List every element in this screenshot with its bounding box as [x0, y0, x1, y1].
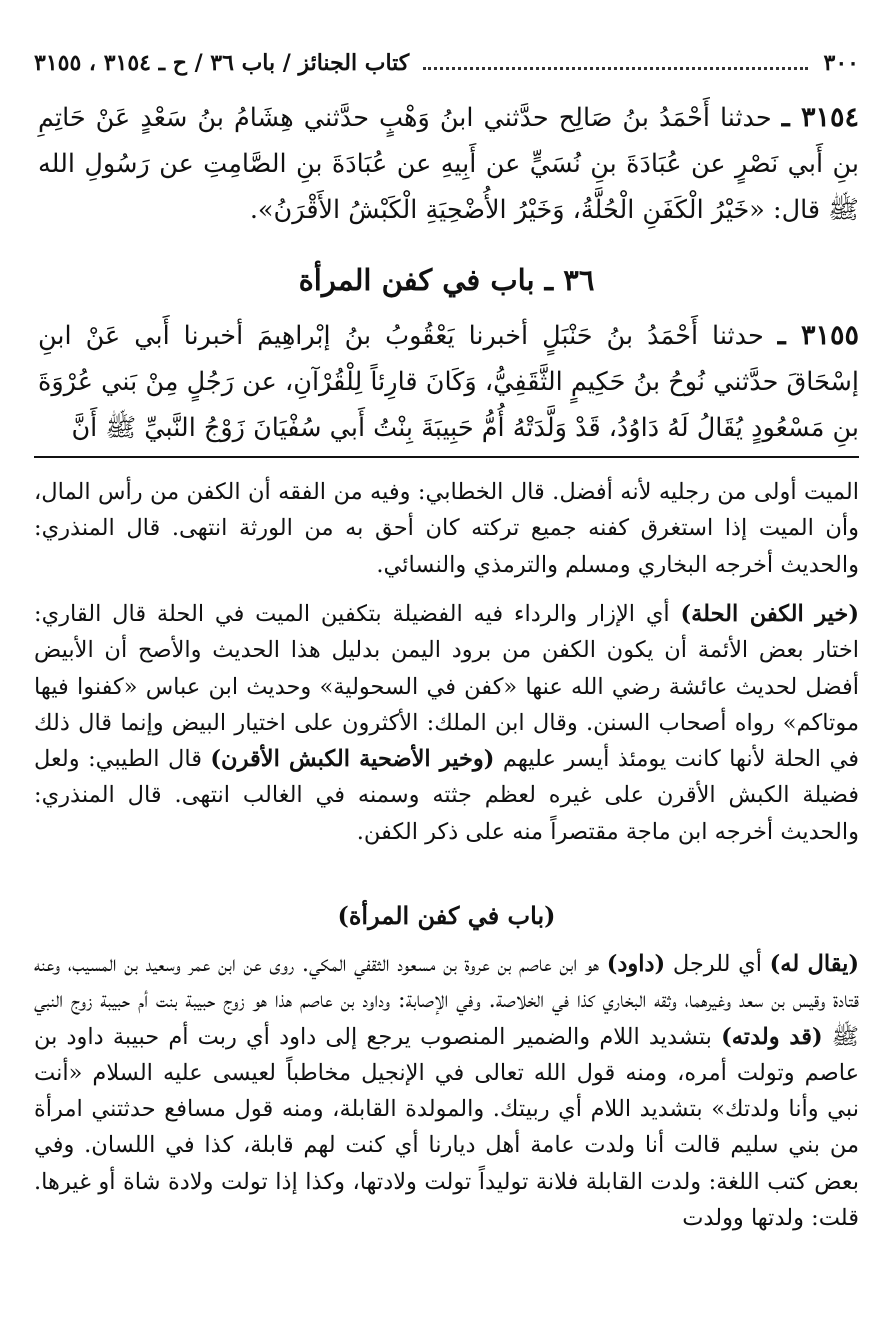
hadith-number: ٣١٥٤ ـ — [781, 102, 859, 133]
commentary-text: هو ابن عاصم بن عروة بن مسعود الثقفي المكي. روى عن ابن عمر وسعيد بن المسيب، وعنه قتادة وقيس بن سعد وغيرهما، وثقه البخاري كذا في الخلاصة. وفي الإصابة: وداود بن عاصم هذا هو زوج حبيبة بنت أم حبيبة زوج النبي ﷺ — [34, 951, 859, 1050]
hadith-3155 — [38, 313, 859, 451]
commentary-text: أي الإزار والرداء فيه الفضيلة بتكفين الميت في الحلة قال القاري: اختار بعض الأئمة أن يكون الكفن من برود اليمن بدليل هذا الحديث والأصح أن الأبيض أفضل لحديث عائشة رضي الله عنها «كفن في السحولية» وحديث ابن عباس «كفنوا فيها موتاكم» رواه أصحاب السنن. وقال ابن الملك: الأكثرون على اختيار البيض وإنما قال ذلك في الحلة لأنها كانت يومئذ أيسر عليهم — [34, 601, 859, 773]
commentary-lemma: (خير الكفن الحلة) — [680, 601, 859, 627]
commentary-text: أي للرجل — [665, 951, 770, 977]
hadith-text: حدثنا أَحْمَدُ بنُ صَالِح حدَّثني ابنُ وَهْبٍ حدَّثني هِشَامُ بنُ سَعْدٍ عَنْ حَاتِمِ بنِ أَبي نَصْرٍ عن عُبَادَةَ بنِ نُسَيٍّ عن أَبِيهِ عن عُبَادَةَ بنِ الصَّامِتِ عن رَسُولِ الله ﷺ قال: «خَيْرُ الْكَفَنِ الْحُلَّةُ، وَخَيْرُ الأُضْحِيَةِ الْكَبْشُ الأَقْرَنُ». — [38, 103, 859, 225]
commentary-lemma: (وخير الأضحية الكبش الأقرن) — [210, 746, 495, 773]
page-number: ٣٠٠ — [823, 50, 859, 76]
chapter-heading: ٣٦ ـ باب في كفن المرأة — [298, 263, 595, 297]
commentary-lemma: (قد ولدته) — [721, 1023, 823, 1050]
footnote-divider — [34, 456, 859, 458]
header-leader-dots — [423, 57, 807, 70]
commentary-text: قال الطيبي: ولعل فضيلة الكبش الأقرن على غيره لعظم جثته وسمنه في الغالب انتهى. قال المنذري: والحديث أخرجه ابن ماجة مقتصراً منه على ذكر الكفن. — [34, 746, 859, 845]
page-header — [34, 46, 859, 80]
commentary-text: الميت أولى من رجليه لأنه أفضل. قال الخطابي: وفيه من الفقه أن الكفن من رأس المال، وأن الميت إذا استغرق كفنه جميع تركته كان أحق به من الورثة انتهى. قال المنذري: والحديث أخرجه البخاري ومسلم والترمذي والنسائي. — [34, 479, 859, 578]
commentary-lemma: (داود) — [606, 951, 666, 977]
commentary-text: بتشديد اللام والضمير المنصوب يرجع إلى داود أي ربت أم حبيبة داود بن عاصم وتولت أمره، ومنه قول الله تعالى في الإنجيل مخاطباً لعيسى عليه السلام «أنت نبي وأنا ولدتك» بتشديد اللام أي ربيتك. والمولدة القابلة، ومنه قول مسافع حدثتني امرأة من بني سليم قالت أنا ولدت عامة أهل ديارنا أي كنت لهم قابلة، كذا في اللسان. وفي بعض كتب اللغة: ولدت القابلة فلانة توليداً تولت ولادتها، وكذا إذا تولت ولادة شاة أو غيرها. قلت: ولدتها وولدت — [34, 1023, 859, 1232]
commentary-paragraph — [34, 596, 859, 850]
commentary-paragraph — [34, 946, 859, 1236]
hadith-text: حدثنا أَحْمَدُ بنُ حَنْبَلٍ أخبرنا يَعْقُوبُ بنُ إبْراهِيمَ أخبرنا أَبي عَنْ ابنِ إسْحَاقَ حدَّثني نُوحُ بنُ حَكِيمٍ الثَّقَفِيُّ، وَكَانَ قارِئاً لِلْقُرْآنِ، عن رَجُلٍ مِنْ بَني عُرْوَةَ بنِ مَسْعُودٍ يُقَالُ لَهُ دَاوُدُ، قَدْ وَلَّدَتْهُ أُمُّ حَبِيبَةَ بِنْتُ أَبي سُفْيَانَ زَوْجُ النَّبيِّ ﷺ أَنَّ — [38, 321, 859, 443]
commentary-chapter-heading: (باب في كفن المرأة) — [337, 901, 556, 930]
commentary-lemma: (يقال له) — [769, 951, 859, 977]
commentary-paragraph — [34, 474, 859, 583]
book-page — [34, 0, 859, 1339]
running-title: كتاب الجنائز / باب ٣٦ / ح ـ ٣١٥٤ ، ٣١٥٥ — [34, 50, 410, 76]
hadith-number: ٣١٥٥ ـ — [777, 320, 859, 351]
hadith-3154 — [38, 95, 859, 233]
